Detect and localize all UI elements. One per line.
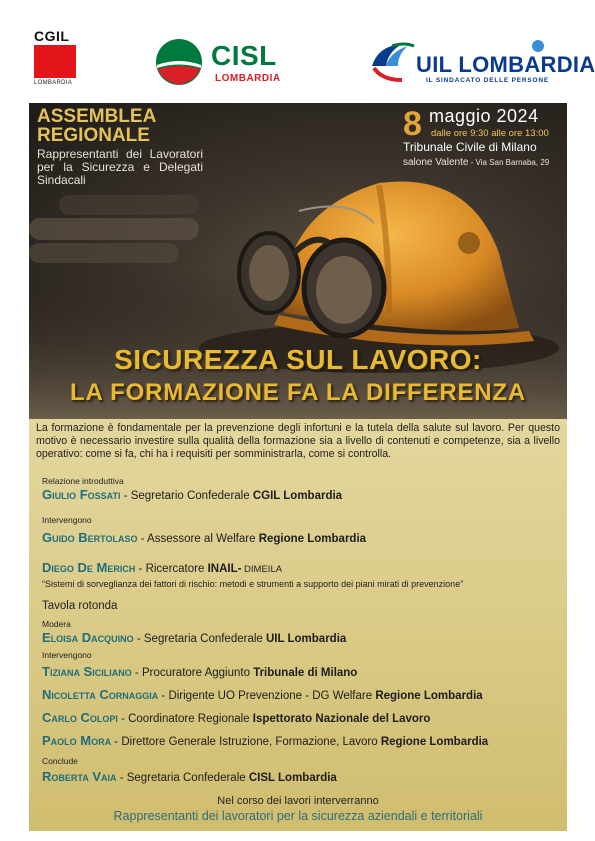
speaker-name: Eloisa Dacquino bbox=[42, 630, 134, 645]
headline-line1: SICUREZZA SUL LAVORO: bbox=[114, 344, 482, 375]
speaker-name: Diego De Merich bbox=[42, 560, 136, 575]
speaker-mora bbox=[42, 733, 488, 748]
round-table-heading: Tavola rotonda bbox=[42, 600, 118, 612]
speaker-cornaggia bbox=[42, 687, 483, 702]
speaker-role: - Coordinatore Regionale bbox=[117, 713, 253, 725]
cisl-logo-region: LOMBARDIA bbox=[215, 73, 281, 84]
uil-logo-tagline: IL SINDACATO DELLE PERSONE bbox=[426, 77, 550, 84]
speaker-role: - Direttore Generale Istruzione, Formazione, Lavoro bbox=[111, 736, 381, 748]
speaker-name: Roberta Vaia bbox=[42, 769, 117, 784]
speaker-role: - Assessore al Welfare bbox=[137, 533, 259, 545]
speaker-org: Ispettorato Nazionale del Lavoro bbox=[252, 713, 431, 725]
speaker-role: - Dirigente UO Prevenzione - DG Welfare bbox=[158, 690, 376, 702]
event-room-name: salone Valente bbox=[403, 157, 469, 168]
speaker-role: - Ricercatore bbox=[135, 563, 208, 575]
speaker-bertolaso bbox=[42, 530, 366, 545]
event-hours: dalle ore 9:30 alle ore 13:00 bbox=[431, 128, 549, 139]
cgil-logo-region: LOMBARDIA bbox=[34, 80, 73, 86]
speaker-org: UIL Lombardia bbox=[266, 633, 347, 645]
event-day: 8 bbox=[403, 105, 422, 143]
cisl-logo-name: CISL bbox=[211, 40, 277, 71]
speaker-org: Regione Lombardia bbox=[258, 533, 367, 545]
assembly-title bbox=[37, 107, 156, 145]
label-conclusion: Conclude bbox=[42, 756, 78, 766]
speaker-name: Tiziana Siciliano bbox=[42, 664, 132, 679]
speaker-name: Nicoletta Cornaggia bbox=[42, 687, 159, 702]
speaker-org: Regione Lombardia bbox=[375, 690, 483, 702]
cgil-logo bbox=[34, 28, 80, 86]
speaker-siciliano bbox=[42, 664, 357, 679]
speaker-org: CISL Lombardia bbox=[248, 772, 337, 784]
label-speakers-2: Intervengono bbox=[42, 650, 92, 660]
speaker-dept: DIMEILA bbox=[241, 564, 283, 575]
speaker-name: Paolo Mora bbox=[42, 733, 112, 748]
speaker-role: - Segretaria Confederale bbox=[116, 772, 249, 784]
closing-line2: Rappresentanti dei lavoratori per la sicurezza aziendali e territoriali bbox=[113, 809, 483, 823]
speaker-colopi bbox=[42, 710, 430, 725]
uil-dot-icon bbox=[532, 40, 544, 52]
cisl-logo-icon bbox=[155, 38, 203, 86]
speaker-name: Guido Bertolaso bbox=[42, 530, 138, 545]
cgil-red-square-icon bbox=[34, 45, 76, 78]
speaker-demerich bbox=[42, 560, 282, 575]
speaker-role: - Segretario Confederale bbox=[120, 490, 253, 502]
speaker-org: Tribunale di Milano bbox=[253, 667, 358, 679]
uil-logo bbox=[368, 38, 595, 88]
logo-row bbox=[0, 0, 595, 100]
cgil-logo-name: CGIL bbox=[34, 28, 70, 44]
intro-paragraph: La formazione è fondamentale per la prevenzione degli infortuni e la tutela della salute sul lavoro. Per questo motivo è necessario investire sulla qualità della formazione sia a livello di contenuti e competenze, sia a livello operativo: come si fa, chi ha i requisiti per somministrarla, come si controlla. bbox=[36, 422, 560, 460]
event-venue: Tribunale Civile di Milano bbox=[403, 140, 537, 154]
speaker-role: - Segretaria Confederale bbox=[133, 633, 266, 645]
event-address: - Via San Barnaba, 29 bbox=[468, 158, 550, 167]
uil-logo-name: UIL LOMBARDIA bbox=[416, 52, 595, 77]
event-room bbox=[403, 157, 549, 168]
program-panel bbox=[29, 419, 567, 831]
speaker-vaia bbox=[42, 769, 337, 784]
event-banner bbox=[29, 103, 567, 419]
speaker-name: Giulio Fossati bbox=[42, 487, 121, 502]
assembly-title-line1: ASSEMBLEA bbox=[37, 106, 157, 127]
headline-line2: LA FORMAZIONE FA LA DIFFERENZA bbox=[70, 379, 526, 406]
speaker-org: CGIL Lombardia bbox=[252, 490, 343, 502]
speaker-fossati bbox=[42, 487, 342, 502]
speaker-name: Carlo Colopi bbox=[42, 710, 118, 725]
label-moderator: Modera bbox=[42, 619, 71, 629]
speaker-org: INAIL- bbox=[207, 563, 242, 575]
event-month-year: maggio 2024 bbox=[429, 106, 539, 126]
closing-line1: Nel corso dei lavori interverranno bbox=[217, 795, 379, 807]
talk-title: “Sistemi di sorveglianza dei fattori di rischio: metodi e strumenti a supporto dei piani mirati di prevenzione” bbox=[42, 579, 464, 589]
speaker-role: - Procuratore Aggiunto bbox=[131, 667, 254, 679]
speaker-org: Regione Lombardia bbox=[380, 736, 489, 748]
label-intro: Relazione introduttiva bbox=[42, 476, 124, 486]
assembly-title-line2: REGIONALE bbox=[37, 125, 150, 146]
assembly-subtitle: Rappresentanti dei Lavoratori per la Sicurezza e Delegati Sindacali bbox=[37, 147, 203, 187]
label-speakers: Intervengono bbox=[42, 515, 92, 525]
speaker-dacquino bbox=[42, 630, 346, 645]
